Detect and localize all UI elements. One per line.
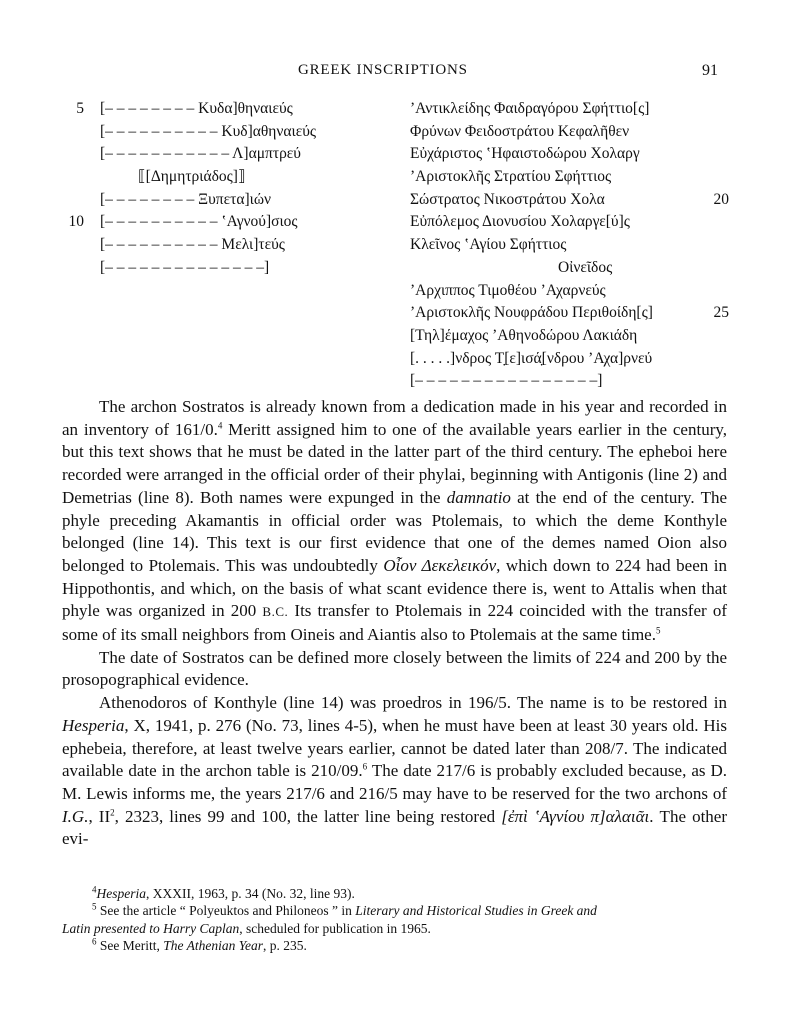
- inscription-text: [– – – – – – – – – – Κυδ]αθηναιεύς: [100, 122, 317, 140]
- footnote-ref: 4: [217, 420, 223, 431]
- inscription-line: [60, 211, 390, 234]
- inscription-line: [60, 143, 390, 166]
- page-number: 91: [702, 62, 718, 79]
- inscription-line: [408, 280, 728, 303]
- running-header: [0, 62, 789, 84]
- inscription-text: [– – – – – – – – – – – – – – – –]: [410, 372, 603, 390]
- footnote-ref: 6: [362, 761, 368, 772]
- inscription-line-erased: [60, 166, 390, 189]
- inscription-line: [60, 257, 390, 280]
- inscription-text: ʼΑρχιππος Τιμοθέου ʼΑχαρνεύς: [410, 281, 606, 299]
- footnote: $^4$Hesperia, XXXII, 1963, p. 34 (No. 32, line 93).: [92, 884, 355, 901]
- inscription-text: ⟦[Δημητριάδος]⟧: [138, 168, 246, 186]
- inscription-text: [– – – – – – – – Ξυπετα]ιών: [100, 190, 272, 208]
- footnotes: [62, 885, 727, 955]
- inscription-phyle-heading: [408, 257, 728, 280]
- inscription-text: Εὐχάριστος ʽΗφαιστοδώρου Χολαργ: [410, 145, 640, 163]
- inscription-text: ʼΑριστοκλῆς Νουφράδου Περιθοίδη[ς]: [410, 304, 653, 322]
- inscription-right-column: [408, 98, 728, 393]
- inscription-text: [– – – – – – – – Κυδα]θηναιεύς: [100, 100, 293, 117]
- inscription-text: Σώστρατος Νικοστράτου Χολα: [410, 190, 605, 208]
- inscription-line: [60, 98, 390, 121]
- inscription-text: [Τηλ]έμαχος ʼΑθηνοδώρου Λακιάδη: [410, 326, 638, 344]
- inscription-text: Εὐπόλεμος Διονυσίου Χολαργε[ύ]ς: [410, 213, 630, 231]
- inscription-line: [408, 234, 728, 257]
- inscription-text: [– – – – – – – – – – – Λ]αμπτρεύ: [100, 145, 301, 163]
- inscription-line: [408, 121, 728, 144]
- greek-phrase: Οἶον Δεκελεικόν: [383, 555, 497, 575]
- paragraph: The date of Sostratos can be defined more closely between the limits of 224 and 200 by the prosopographical evidence.: [62, 647, 727, 690]
- inscription-line: [408, 166, 728, 189]
- line-number: 20: [713, 190, 729, 208]
- footnote: $^6$ See Meritt, The Athenian Year, p. 235.: [92, 936, 307, 954]
- inscription-left-column: [60, 98, 390, 280]
- inscription-text: [– – – – – – – – – – Μελι]τεύς: [100, 236, 285, 254]
- inscription-line: [408, 189, 728, 212]
- inscription-line: [60, 234, 390, 257]
- inscription-text: Κλεῖνος ʽΑγίου Σφήττιος: [410, 236, 567, 254]
- inscription-text: [. . . . .]νδρος Τ̣[ε]ισά̣[νδρου ʼΑχα]ρνεύ: [410, 349, 653, 367]
- inscription-text: [– – – – – – – – – – ʽΑγνού]σιος: [100, 213, 298, 231]
- paragraph: Athenodoros of Konthyle (line 14) was proedros in 196/5. The name is to be restored in Hesperia, X, 1941, p. 276 (No. 73, lines 4-5), when he must have been at least 30 years old. His ephebeia, therefore, at least twelve years earlier, cannot be dated later than 208/7. The indicated available date in the archon table is 210/09.$^6$ The date 217/6 is probably excluded because, as D. M. Lewis informs me, the years 217/6 and 216/5 may have to be reserved for the two archons of I.G., $II^2$, 2323, lines 99 and 100, the latter line being restored [ἐπὶ ʽΑγνίου π]αλαιᾶι. The other evi-: [62, 693, 728, 849]
- footnote-ref: 5: [655, 625, 661, 636]
- inscription-line: [408, 143, 728, 166]
- inscription-text: Φρύνων Φειδοστράτου Κεφαλῆθεν: [410, 122, 630, 140]
- inscription-line: [408, 211, 728, 234]
- footnote: $^5$ See the article “ Polyeuktos and Philoneos ” in Literary and Historical Studies in Greek and Latin presented to Harry Caplan, scheduled for publication in 1965.: [62, 901, 597, 936]
- inscription-line: [60, 121, 390, 144]
- inscription-text: [– – – – – – – – – – – – – –]: [100, 258, 270, 276]
- inscription-text: ʼΑντικλείδης Φαιδραγόρου Σφήττιο[ς]: [410, 100, 650, 117]
- paragraph: The archon Sostratos is already known from a dedication made in his year and recorded in an inventory of 161/0.$^4$ Meritt assigned him to one of the available years earlier in the century, but this text shows that he must be dated in the latter part of the third century. The epheboi here recorded were arranged in the official order of their phylai, beginning with Antigonis (line 2) and Demetrias (line 8). Both names were expunged in the damnatio at the end of the century. The phyle preceding Akamantis in official order was Ptolemais, to which the deme Konthyle belonged (line 14). This text is our first evidence that one of the demes named Oion also belonged to Ptolemais. This was undoubtedly Οἶον Δεκελεικόν, which down to 224 had been in Hippothontis, and which, on the basis of what scant evidence there is, went to Attalis when that phyle was organized in 200 B.C. Its transfer to Ptolemais in 224 coincided with the transfer of some of its small neighbors from Oineis and Aiantis also to Ptolemais at the same time.$^5$: [62, 397, 728, 645]
- inscription-line: [408, 370, 728, 393]
- inscription-line: [408, 325, 728, 348]
- inscription-line: [60, 189, 390, 212]
- inscription-line: [408, 98, 728, 121]
- greek-phrase: [ἐπὶ ʽΑγνίου π]αλαιᾶι: [501, 806, 650, 826]
- commentary-body: [62, 396, 727, 851]
- running-title: GREEK INSCRIPTIONS: [298, 62, 468, 78]
- line-number: 5: [76, 100, 84, 117]
- inscription-line: [408, 302, 728, 325]
- inscription-text: Οἰνεῖδος: [558, 258, 613, 276]
- inscription-line: [408, 348, 728, 371]
- line-number: 10: [68, 213, 84, 231]
- inscription-text: ʼΑριστοκλῆς Στρατίου Σφήττιος: [410, 168, 612, 186]
- line-number: 25: [713, 304, 729, 322]
